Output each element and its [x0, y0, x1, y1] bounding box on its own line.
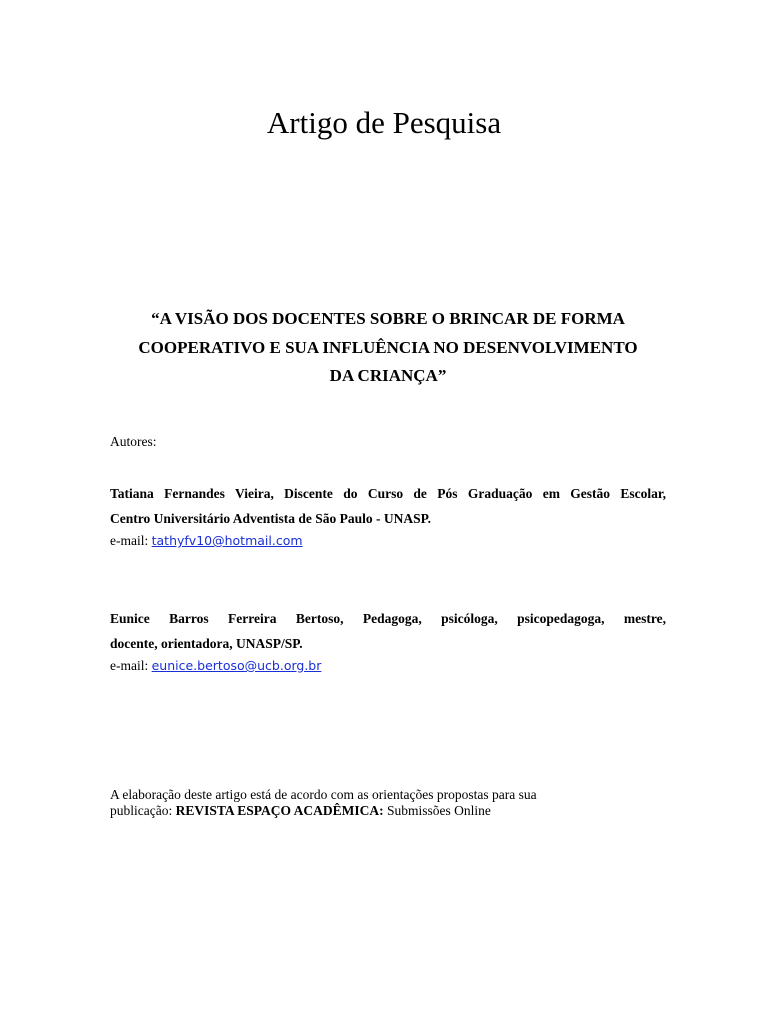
author-email-link[interactable]: tathyfv10@hotmail.com — [151, 533, 303, 548]
author-description — [110, 606, 666, 656]
author-description-line: Tatiana Fernandes Vieira, Discente do Curso de Pós Graduação em Gestão Escolar, — [110, 486, 666, 501]
author-entry — [110, 606, 666, 676]
author-description-line: Centro Universitário Adventista de São Paulo - UNASP. — [110, 511, 432, 526]
document-title: Artigo de Pesquisa — [266, 105, 502, 140]
author-description-line: Eunice Barros Ferreira Bertoso, Pedagoga, psicóloga, psicopedagoga, mestre, — [110, 611, 666, 626]
publication-prefix: publicação: — [110, 803, 176, 818]
publication-note-line: A elaboração deste artigo está de acordo com as orientações propostas para sua — [110, 787, 537, 802]
authors-label: Autores: — [110, 434, 157, 449]
author-email-line — [110, 656, 666, 676]
email-label: e-mail: — [110, 658, 152, 673]
article-title-line-2: COOPERATIVO E SUA INFLUÊNCIA NO DESENVOLVIMENTO — [138, 337, 638, 357]
article-title-line-3: DA CRIANÇA” — [329, 366, 447, 385]
publication-note-line — [110, 803, 666, 819]
author-entry — [110, 481, 666, 551]
article-title — [100, 305, 676, 391]
author-description-line: docente, orientadora, UNASP/SP. — [110, 636, 303, 651]
journal-name: REVISTA ESPAÇO ACADÊMICA: — [175, 803, 384, 818]
author-email-link[interactable]: eunice.bertoso@ucb.org.br — [151, 658, 322, 673]
publication-note — [110, 787, 666, 819]
article-title-line-1: “A VISÃO DOS DOCENTES SOBRE O BRINCAR DE FORMA — [151, 309, 625, 328]
author-description — [110, 481, 666, 531]
email-label: e-mail: — [110, 533, 152, 548]
publication-suffix: Submissões Online — [383, 803, 491, 818]
author-email-line — [110, 531, 666, 551]
